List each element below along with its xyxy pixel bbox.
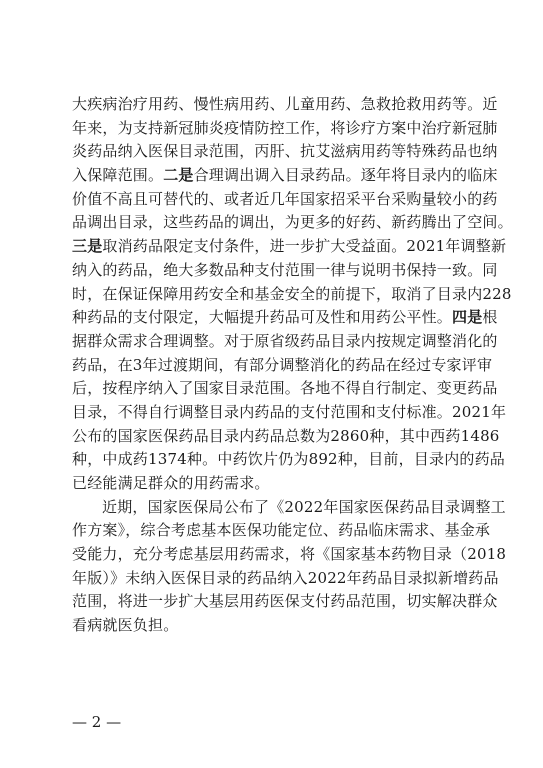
text-segment: 药品，在3年过渡期间，有部分调整消化的药品在经过专家评审 — [72, 355, 493, 374]
text-segment: 时，在保证保障用药安全和基金安全的前提下，取消了目录内228 — [72, 284, 512, 303]
text-segment: 已经能满足群众的用药需求。 — [72, 474, 270, 492]
text-segment: 根 — [482, 308, 498, 327]
text-line — [72, 448, 506, 472]
text-line — [72, 117, 498, 141]
text-line — [72, 354, 493, 378]
text-segment: 价值不高且可替代的、或者近几年国家招采平台采购量较小的药 — [72, 189, 498, 208]
page-number: — 2 — — [72, 713, 122, 731]
text-segment: 纳入的药品，绝大多数品种支付范围一律与说明书保持一致。同 — [72, 260, 498, 279]
text-line — [72, 283, 512, 307]
text-line — [72, 235, 507, 259]
bold-marker: 二是 — [163, 166, 194, 185]
text-segment: 合理调出调入目录药品。逐年将目录内的临床 — [193, 166, 498, 185]
text-segment: 种，中成药1374种。中药饮片仍为892种，目前，目录内的药品 — [72, 450, 506, 469]
text-segment: 后，按程序纳入了国家目录范围。各地不得自行制定、变更药品 — [72, 379, 498, 398]
text-line — [72, 164, 498, 188]
text-segment: 炎药品纳入医保目录范围，丙肝、抗艾滋病用药等特殊药品也纳 — [72, 142, 498, 161]
text-segment: 大疾病治疗用药、慢性病用药、儿童用药、急救抢救用药等。近 — [72, 95, 498, 113]
paragraph-2 — [72, 496, 507, 638]
text-line: 看病就医负担。 — [72, 616, 179, 635]
text-line — [72, 377, 498, 401]
text-line — [72, 401, 507, 425]
bold-marker: 三是 — [72, 237, 103, 256]
paragraph-1 — [72, 93, 513, 496]
text-segment: 公布的国家医保药品目录内药品总数为2860种，其中西药1486 — [72, 426, 500, 445]
text-segment: 种药品的支付限定，大幅提升药品可及性和用药公平性。 — [72, 308, 453, 327]
text-line — [72, 93, 498, 117]
text-line — [72, 188, 498, 212]
text-line — [72, 259, 498, 283]
text-line: 受能力，充分考虑基层用药需求，将《国家基本药物目录（2018 — [72, 545, 507, 564]
document-body — [72, 93, 513, 638]
text-line — [72, 330, 498, 354]
text-line — [72, 306, 498, 330]
text-line — [72, 140, 498, 164]
text-segment: 取消药品限定支付条件，进一步扩大受益面。2021年调整新 — [102, 237, 507, 256]
text-line: 年版）》未纳入医保目录的药品纳入2022年药品目录拟新增药品 — [72, 568, 499, 587]
text-segment: 入保障范围。 — [72, 166, 164, 185]
text-segment: 品调出目录，这些药品的调出，为更多的好药、新药腾出了空间。 — [72, 213, 513, 232]
text-segment: 据群众需求合理调整。对于原省级药品目录内按规定调整消化的 — [72, 331, 498, 350]
text-line — [72, 472, 475, 496]
text-line: 作方案》，综合考虑基本医保功能定位、药品临床需求、基金承 — [72, 521, 491, 540]
text-line — [72, 425, 500, 449]
text-line: 范围，将进一步扩大基层用药医保支付药品范围，切实解决群众 — [72, 592, 498, 611]
bold-marker: 四是 — [452, 308, 483, 327]
text-segment: 年来，为支持新冠肺炎疫情防控工作，将诊疗方案中治疗新冠肺 — [72, 118, 498, 137]
text-segment: 目录，不得自行调整目录内药品的支付范围和支付标准。2021年 — [72, 402, 507, 421]
text-line: 近期，国家医保局公布了《2022年国家医保药品目录调整工 — [102, 497, 506, 516]
text-line — [72, 211, 513, 235]
